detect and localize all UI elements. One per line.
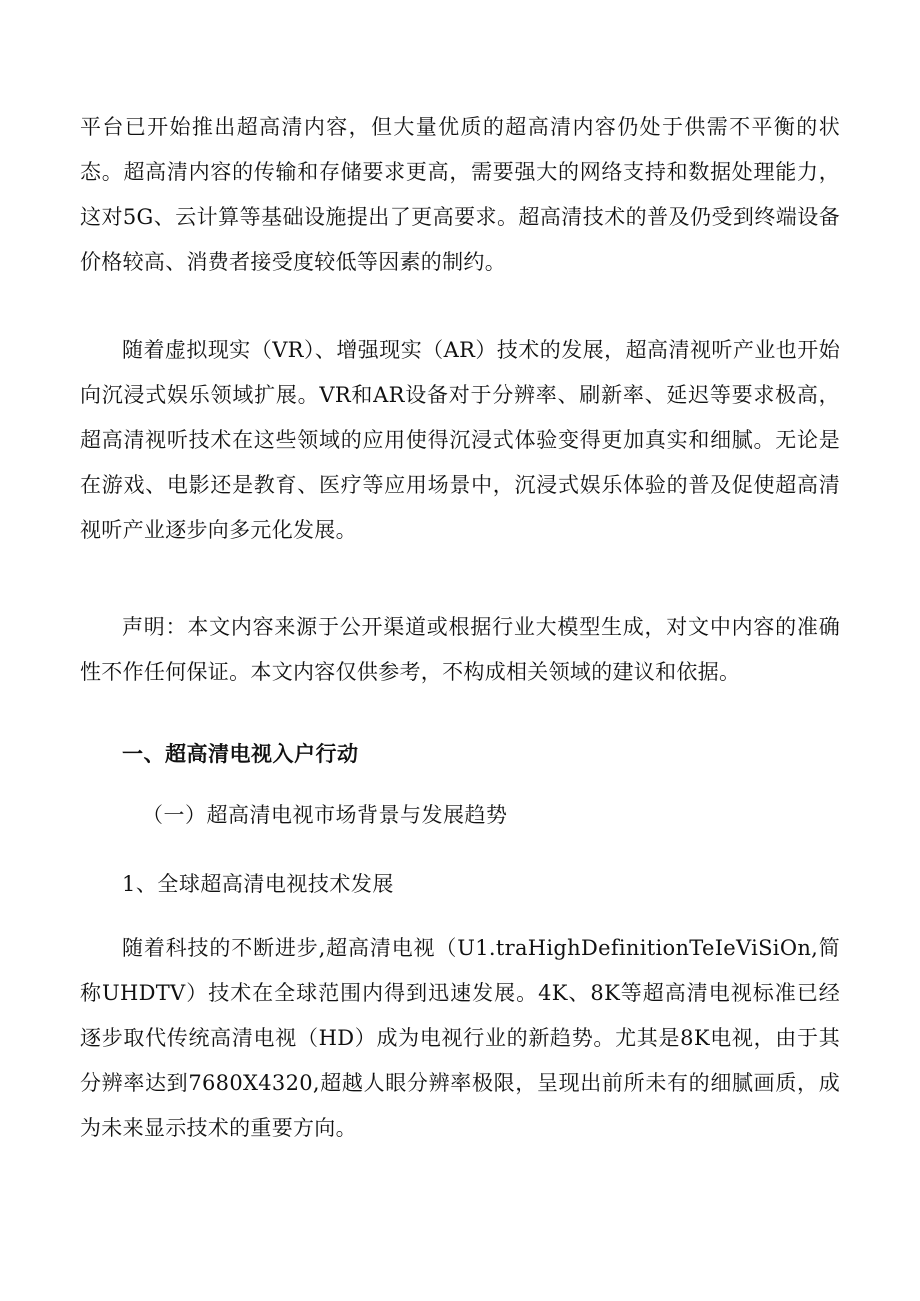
section-heading: 一、超高清电视入户行动 — [122, 741, 359, 766]
paragraph-content-status: 平台已开始推出超高清内容，但大量优质的超高清内容仍处于供需不平衡的状态。超高清内容的传输和存储要求更高，需要强大的网络支持和数据处理能力，这对5G、云计算等基础设施提出了更高要求。超高清技术的普及仍受到终端设备价格较高、消费者接受度较低等因素的制约。 — [80, 115, 840, 274]
item-heading: 1、全球超高清电视技术发展 — [122, 872, 394, 896]
subsection-heading: （一）超高清电视市场背景与发展趋势 — [142, 803, 508, 827]
paragraph-vr-ar: 随着虚拟现实（VR）、增强现实（AR）技术的发展，超高清视听产业也开始向沉浸式娱乐领域扩展。VR和AR设备对于分辨率、刷新率、延迟等要求极高，超高清视听技术在这些领域的应用使得沉浸式体验变得更加真实和细腻。无论是在游戏、电影还是教育、医疗等应用场景中，沉浸式娱乐体验的普及促使超高清视听产业逐步向多元化发展。 — [80, 338, 840, 542]
paragraph-disclaimer: 声明：本文内容来源于公开渠道或根据行业大模型生成，对文中内容的准确性不作任何保证。本文内容仅供参考，不构成相关领域的建议和依据。 — [80, 615, 840, 684]
paragraph-uhdtv: 随着科技的不断进步,超高清电视（U1.traHighDefinitionTeIeViSiOn,简称UHDTV）技术在全球范围内得到迅速发展。4K、8K等超高清电视标准已经逐步取代传统高清电视（HD）成为电视行业的新趋势。尤其是8K电视，由于其分辨率达到7680X4320,超越人眼分辨率极限，呈现出前所未有的细腻画质，成为未来显示技术的重要方向。 — [80, 936, 840, 1140]
